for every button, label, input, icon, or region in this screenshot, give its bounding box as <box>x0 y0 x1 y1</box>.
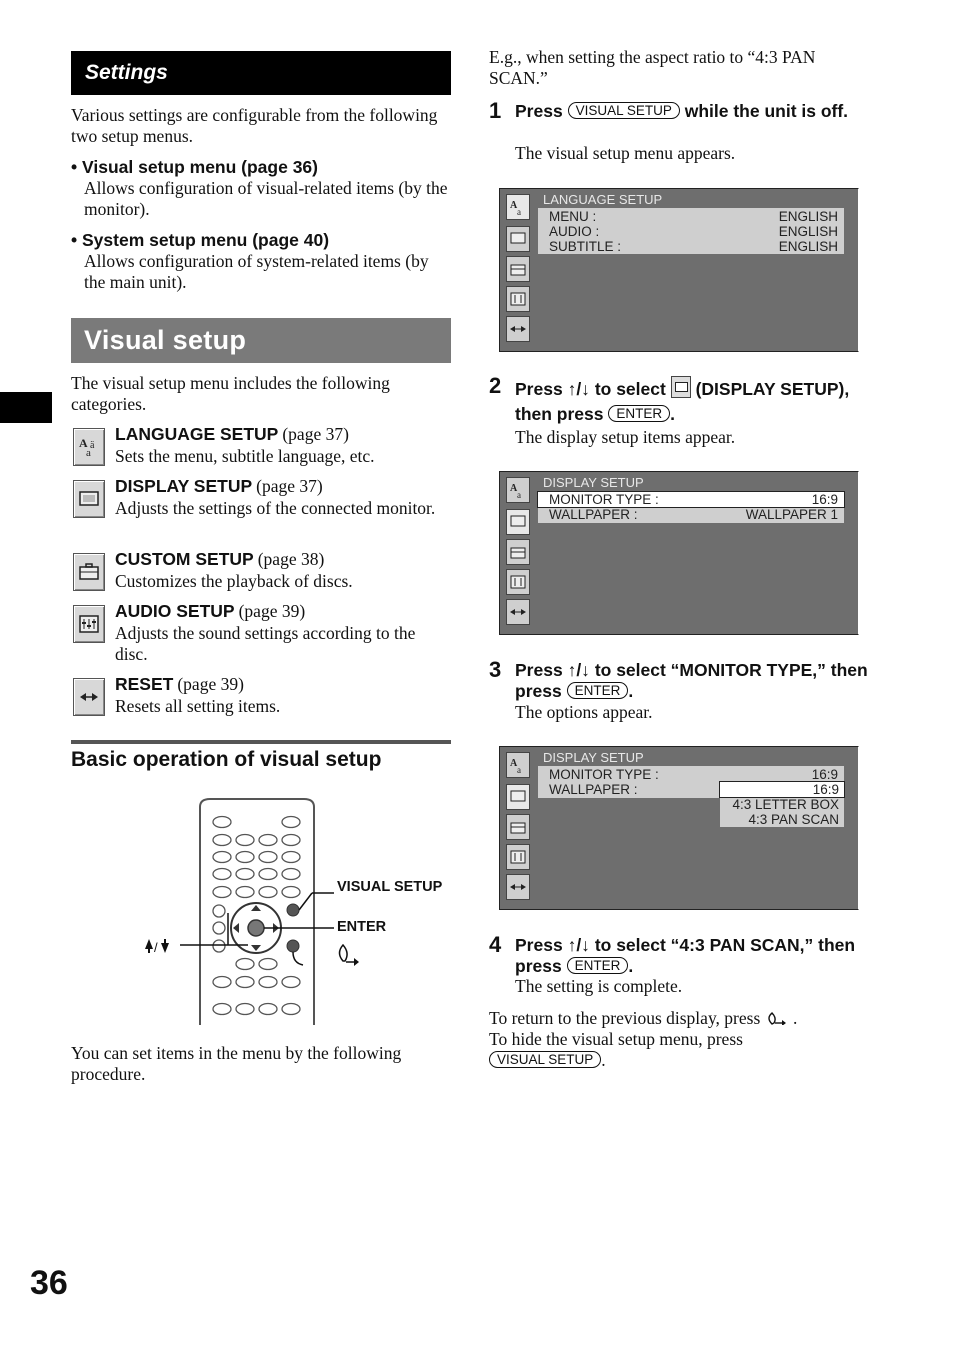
visual-setup-heading-bar <box>71 318 451 363</box>
step-1-result: The visual setup menu appears. <box>515 143 736 163</box>
menu-item-system-title: System setup menu (page 40) <box>82 230 330 250</box>
screen-title: LANGUAGE SETUP <box>543 192 663 207</box>
setting-row-audio <box>538 224 844 239</box>
callout-visual-setup: VISUAL SETUP <box>337 879 443 895</box>
return-instruction: To return to the previous display, press . To hide the visual setup menu, press VISUAL SETUP . <box>489 1008 798 1070</box>
step-4-pre: Press <box>515 935 563 955</box>
setting-value: WALLPAPER 1 <box>745 507 838 522</box>
svg-text:a: a <box>517 765 521 774</box>
visual-setup-key: VISUAL SETUP <box>568 102 680 119</box>
page-number: 36 <box>30 1264 68 1302</box>
language-settings-panel <box>538 208 844 254</box>
svg-text:ä: ä <box>90 440 95 451</box>
svg-text:a: a <box>517 207 521 216</box>
reset-tab-icon <box>506 599 530 625</box>
step-3-result: The options appear. <box>515 702 653 722</box>
setting-key: MENU : <box>549 209 597 224</box>
svg-text:A: A <box>510 758 518 769</box>
step-1-number: 1 <box>489 98 502 123</box>
step-4-instruction: Press ↑/↓ to select “4:3 PAN SCAN,” then press ENTER . <box>515 935 856 976</box>
category-display-desc: Adjusts the settings of the connected monitor. <box>115 498 436 518</box>
basic-operation-heading: Basic operation of visual setup <box>71 748 382 771</box>
category-custom-title: CUSTOM SETUP <box>115 549 254 569</box>
language-tab-icon <box>506 477 530 503</box>
menu-item-visual: • Visual setup menu (page 36) <box>71 157 318 177</box>
category-audio-title: AUDIO SETUP <box>115 601 235 621</box>
svg-text:A: A <box>79 436 88 450</box>
language-setup-screen <box>499 188 859 352</box>
setting-key: AUDIO : <box>549 224 600 239</box>
monitor-type-options <box>720 782 844 827</box>
setting-key: MONITOR TYPE : <box>549 492 659 507</box>
custom-tab-icon <box>506 814 530 840</box>
screen-title: DISPLAY SETUP <box>543 750 644 765</box>
language-setup-icon <box>73 428 105 466</box>
setting-row-subtitle <box>538 239 844 254</box>
return-key-icon <box>765 1008 793 1028</box>
language-tab-icon <box>506 752 530 778</box>
menu-item-visual-title: Visual setup menu (page 36) <box>82 157 318 177</box>
audio-setup-icon <box>73 605 105 643</box>
screen-title: DISPLAY SETUP <box>543 475 644 490</box>
callout-enter: ENTER <box>337 919 387 935</box>
custom-tab-icon <box>506 256 530 282</box>
step-4-number: 4 <box>489 932 502 957</box>
display-settings-panel <box>538 491 844 523</box>
procedure-example: E.g., when setting the aspect ratio to “4:3 PAN SCAN.” <box>489 47 816 88</box>
menu-item-system: • System setup menu (page 40) <box>71 230 330 250</box>
setting-row-monitor-type <box>538 767 844 782</box>
up-down-arrow-icon: ↑/↓ <box>567 660 590 680</box>
section-rule <box>71 740 451 744</box>
category-reset-desc: Resets all setting items. <box>115 696 281 716</box>
visual-setup-intro: The visual setup menu includes the following categories. <box>71 373 390 414</box>
option-letter-box[interactable]: 4:3 LETTER BOX <box>732 797 839 812</box>
audio-tab-icon <box>506 844 530 870</box>
up-down-arrow-icon: ↑/↓ <box>567 935 590 955</box>
audio-tab-icon <box>506 286 530 312</box>
reset-tab-icon <box>506 316 530 342</box>
setting-value: ENGLISH <box>778 239 838 254</box>
setting-value: 16:9 <box>811 767 838 782</box>
settings-intro: Various settings are configurable from the following two setup menus. <box>71 105 438 146</box>
step-2-instruction: Press ↑/↓ to select (DISPLAY SETUP), then press ENTER . <box>515 376 875 427</box>
svg-text:a: a <box>86 447 91 458</box>
svg-text:a: a <box>517 490 521 499</box>
category-language <box>115 424 450 467</box>
display-tab-icon <box>506 226 530 252</box>
settings-heading-bar <box>71 51 451 95</box>
step-4-mid: to select “4:3 PAN SCAN,” then press <box>515 935 856 976</box>
step-3-mid: to select “MONITOR TYPE,” then press <box>515 660 868 701</box>
step-4-result: The setting is complete. <box>515 976 683 996</box>
step-1-instruction <box>515 101 875 122</box>
reset-tab-icon <box>506 874 530 900</box>
audio-tab-icon <box>506 569 530 595</box>
category-display <box>115 476 450 519</box>
setting-value: ENGLISH <box>778 209 838 224</box>
menu-item-system-desc: Allows configuration of system-related items (by the main unit). <box>84 251 429 292</box>
category-display-page: (page 37) <box>256 476 323 496</box>
reset-icon <box>73 678 105 716</box>
menu-item-visual-desc: Allows configuration of visual-related items (by the monitor). <box>84 178 448 219</box>
step-1-pre: Press <box>515 101 563 121</box>
visual-setup-key: VISUAL SETUP <box>489 1051 601 1068</box>
step-3-pre: Press <box>515 660 563 680</box>
step-1-post: while the unit is off. <box>684 101 849 121</box>
setting-row-wallpaper <box>538 507 844 522</box>
category-reset-page: (page 39) <box>177 674 244 694</box>
basic-operation-outro: You can set items in the menu by the following procedure. <box>71 1043 402 1084</box>
category-custom <box>115 549 450 592</box>
enter-key: ENTER <box>567 682 629 699</box>
display-tab-icon <box>506 509 530 535</box>
category-display-title: DISPLAY SETUP <box>115 476 253 496</box>
step-3-instruction: Press ↑/↓ to select “MONITOR TYPE,” then press ENTER . <box>515 660 868 701</box>
hide-text: To hide the visual setup menu, press <box>489 1029 743 1049</box>
svg-text:A: A <box>510 483 518 494</box>
step-2-mid2: (DISPLAY SETUP), then press <box>515 379 850 424</box>
page-edge-tab <box>0 392 52 423</box>
custom-tab-icon <box>506 539 530 565</box>
display-setup-inline-icon <box>671 376 691 398</box>
setting-value: ENGLISH <box>778 224 838 239</box>
display-setup-icon <box>73 480 105 518</box>
enter-key: ENTER <box>567 957 629 974</box>
visual-setup-heading: Visual setup <box>84 325 247 355</box>
setting-row-menu <box>538 209 844 224</box>
settings-heading: Settings <box>85 61 168 84</box>
option-16-9[interactable]: 16:9 <box>720 782 844 797</box>
setting-key: MONITOR TYPE : <box>549 767 659 782</box>
category-audio-desc: Adjusts the sound settings according to the disc. <box>115 623 416 664</box>
step-3-number: 3 <box>489 657 502 682</box>
step-2-result: The display setup items appear. <box>515 427 736 447</box>
step-2-number: 2 <box>489 373 502 398</box>
category-custom-page: (page 38) <box>257 549 325 569</box>
category-reset-title: RESET <box>115 674 174 694</box>
category-reset <box>115 674 450 717</box>
category-audio <box>115 601 450 665</box>
step-2-pre: Press <box>515 379 563 399</box>
setup-menu-list <box>71 157 451 293</box>
category-language-title: LANGUAGE SETUP <box>115 424 279 444</box>
return-text: To return to the previous display, press <box>489 1008 761 1028</box>
display-setup-options-screen <box>499 746 859 910</box>
language-tab-icon <box>506 194 530 220</box>
setting-key: SUBTITLE : <box>549 239 622 254</box>
up-down-arrow-icon: ↑/↓ <box>567 379 590 399</box>
category-language-page: (page 37) <box>282 424 349 444</box>
enter-key: ENTER <box>608 405 670 422</box>
setting-value: 16:9 <box>811 492 838 507</box>
display-tab-icon <box>506 784 530 810</box>
setting-key: WALLPAPER : <box>549 782 638 797</box>
svg-text:/: / <box>154 940 158 955</box>
category-custom-desc: Customizes the playback of discs. <box>115 571 353 591</box>
remote-control-illustration <box>140 795 400 1027</box>
option-pan-scan[interactable]: 4:3 PAN SCAN <box>748 812 839 827</box>
svg-text:A: A <box>510 200 518 211</box>
setting-key: WALLPAPER : <box>549 507 638 522</box>
display-setup-screen <box>499 471 859 635</box>
step-2-mid1: to select <box>594 379 666 399</box>
custom-setup-icon <box>73 553 105 591</box>
setting-row-monitor-type <box>538 492 844 507</box>
category-language-desc: Sets the menu, subtitle language, etc. <box>115 446 375 466</box>
category-audio-page: (page 39) <box>238 601 306 621</box>
